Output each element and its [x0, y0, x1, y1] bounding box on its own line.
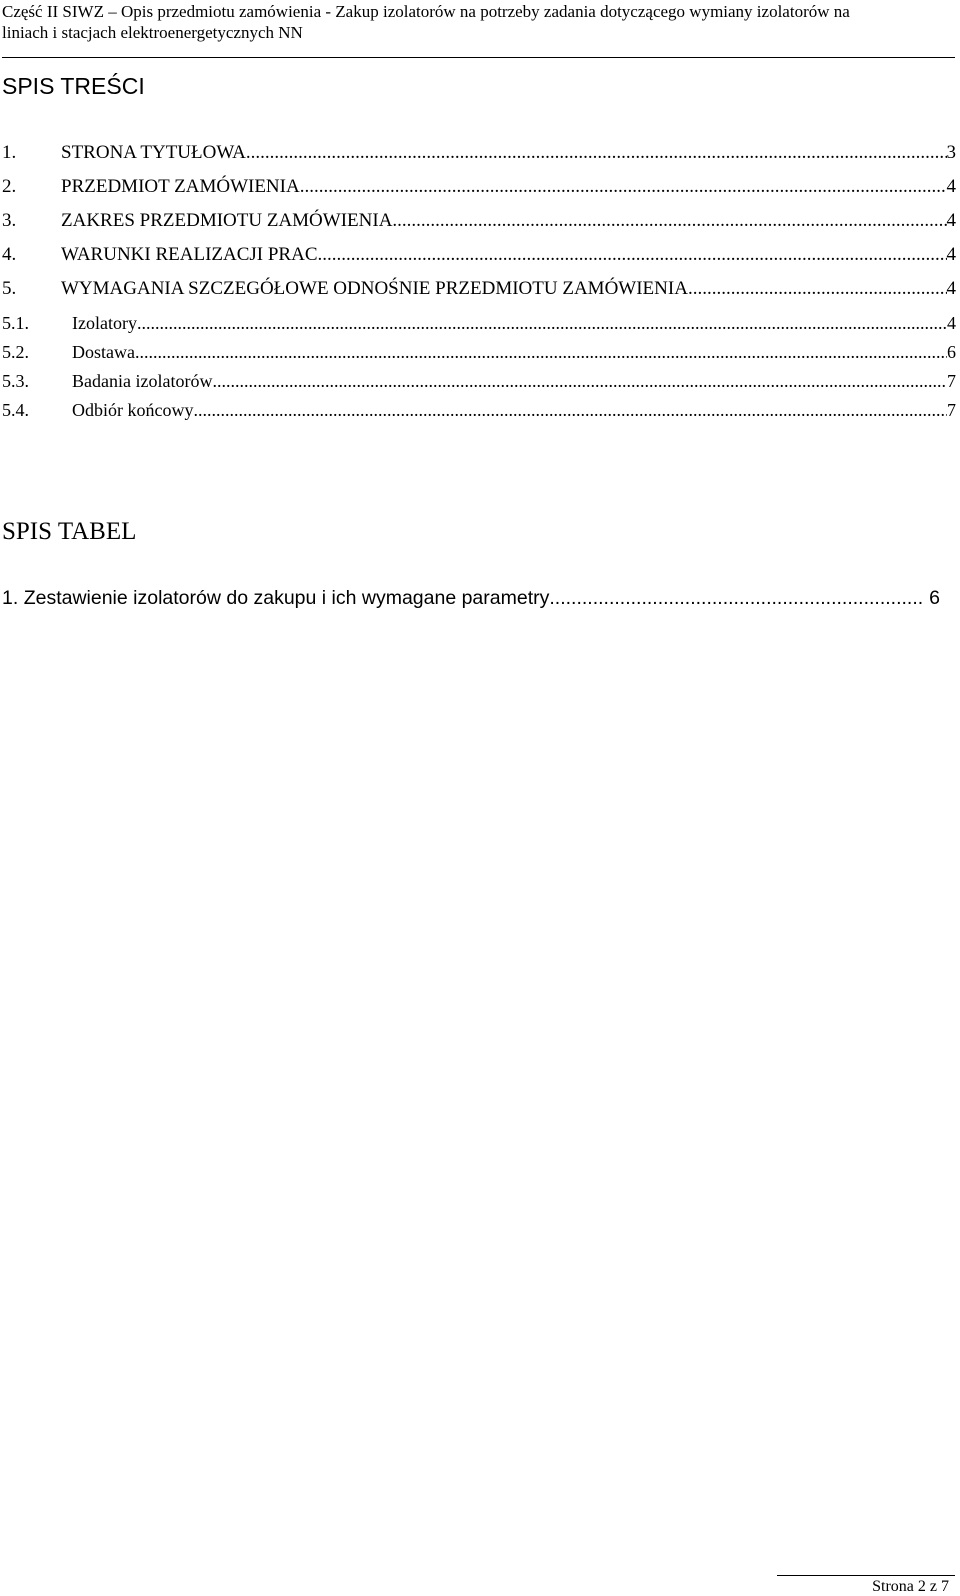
table-entry-page-number: 6	[929, 587, 940, 609]
toc-entry-page: 4	[946, 176, 956, 197]
toc-leader-dots	[549, 586, 923, 610]
toc-leader-dots	[135, 340, 947, 364]
toc-leader-dots	[212, 369, 947, 393]
toc-leader-dots	[392, 209, 946, 233]
toc-entry-number: 2.	[2, 176, 17, 197]
toc-entry-title: STRONA TYTUŁOWA	[61, 142, 246, 163]
toc-entry-number: 5.2.	[2, 342, 29, 362]
running-header	[2, 2, 956, 43]
table-entry-number: 1.	[2, 587, 19, 609]
toc-entry-number: 5.1.	[2, 313, 29, 333]
toc-entry-page: 6	[947, 342, 956, 362]
table-entry-title	[18, 586, 549, 610]
table-of-contents	[2, 141, 956, 427]
toc-leader-dots	[137, 311, 947, 335]
toc-entry-number: 5.3.	[2, 371, 29, 391]
toc-entry-5-1[interactable]	[2, 311, 956, 340]
toc-entry-title: Izolatory	[72, 313, 137, 333]
header-divider	[2, 57, 955, 58]
table-entry-title-text: Zestawienie izolatorów do zakupu i ich wymagane parametry	[23, 587, 550, 609]
toc-entry-page: 7	[947, 400, 956, 420]
toc-entry-title: ZAKRES PRZEDMIOTU ZAMÓWIENIA	[61, 210, 393, 231]
toc-entry-3[interactable]	[2, 209, 956, 243]
toc-entry-page: 7	[947, 371, 956, 391]
toc-entry-title: WYMAGANIA SZCZEGÓŁOWE ODNOŚNIE PRZEDMIOTU ZAMÓWIENIA	[61, 278, 688, 299]
toc-entry-1[interactable]	[2, 141, 956, 175]
toc-entry-number: 1.	[2, 142, 17, 163]
toc-leader-dots	[246, 141, 947, 165]
footer-divider	[777, 1575, 955, 1576]
toc-entry-number: 3.	[2, 210, 17, 231]
toc-entry-page: 3	[946, 142, 956, 163]
toc-entry-5-3[interactable]	[2, 369, 956, 398]
page-number-footer: Strona 2 z 7	[872, 1578, 949, 1595]
toc-entry-page: 4	[946, 278, 956, 299]
toc-title: SPIS TREŚCI	[2, 73, 145, 99]
toc-leader-dots	[193, 398, 947, 422]
toc-entry-4[interactable]	[2, 243, 956, 277]
toc-leader-dots	[300, 175, 947, 199]
toc-entry-page: 4	[946, 210, 956, 231]
list-of-tables	[2, 586, 940, 616]
toc-entry-page: 4	[946, 244, 956, 265]
toc-entry-5[interactable]	[2, 277, 956, 311]
toc-entry-5-2[interactable]	[2, 340, 956, 369]
toc-entry-title: Dostawa	[72, 342, 135, 362]
toc-entry-title: Odbiór końcowy	[72, 400, 194, 420]
toc-entry-title: Badania izolatorów	[72, 371, 213, 391]
toc-entry-number: 4.	[2, 244, 17, 265]
header-line-2: liniach i stacjach elektroenergetycznych NN	[2, 22, 303, 42]
tables-list-title: SPIS TABEL	[2, 518, 137, 545]
toc-entry-2[interactable]	[2, 175, 956, 209]
table-entry-page	[924, 586, 940, 610]
toc-entry-number: 5.	[2, 278, 17, 299]
toc-entry-number: 5.4.	[2, 400, 29, 420]
toc-entry-5-4[interactable]	[2, 398, 956, 427]
toc-entry-title: PRZEDMIOT ZAMÓWIENIA	[61, 176, 300, 197]
toc-leader-dots	[318, 243, 947, 267]
toc-entry-title: WARUNKI REALIZACJI PRAC	[61, 244, 318, 265]
toc-entry-page: 4	[947, 313, 956, 333]
header-line-1: Część II SIWZ – Opis przedmiotu zamówienia - Zakup izolatorów na potrzeby zadania dotyczącego wymiany izolatorów na	[2, 2, 850, 21]
table-entry-1[interactable]	[2, 586, 940, 616]
toc-leader-dots	[688, 277, 947, 301]
